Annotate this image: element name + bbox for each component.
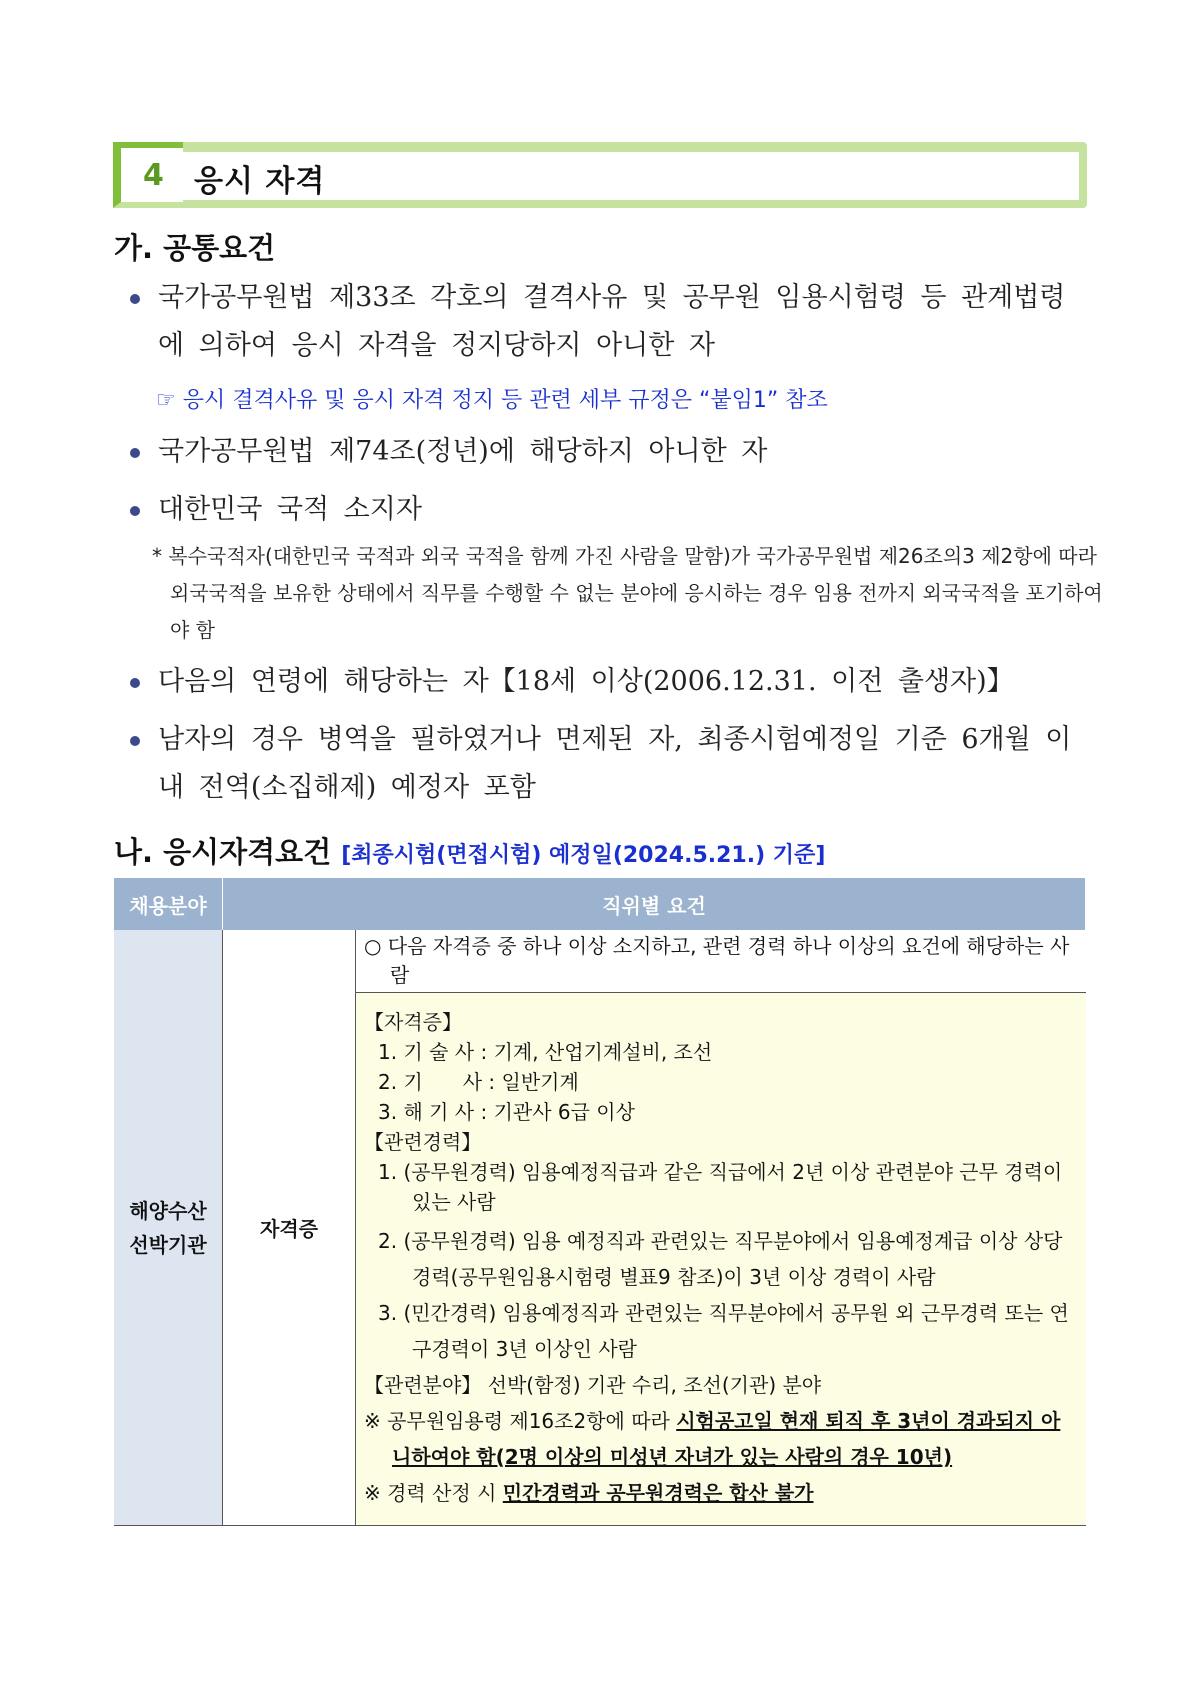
detail-cell [356, 993, 1086, 1526]
career-item: 2. (공무원경력) 임용 예정직과 관련있는 직무분야에서 임용예정계급 이상 상당경력(공무원임용시험령 별표9 참조)이 3년 이상 경력이 사람 [378, 1229, 1063, 1289]
table-row [114, 930, 1086, 993]
common-item-5: 남자의 경우 병역을 필하였거나 면제된 자, 최종시험예정일 기준 6개월 이내 전역(소집해제) 예정자 포함 [158, 724, 1072, 803]
section-number: 4 [143, 158, 164, 193]
cert-item: 2. 기 사 : 일반기계 [378, 1070, 579, 1094]
cert-title: 【자격증】 [364, 1010, 462, 1034]
bullet-icon [130, 506, 140, 516]
retirement-note [364, 1403, 1080, 1475]
career-sum-note-lead: ※ 경력 산정 시 [364, 1481, 503, 1505]
req-heading-text: 나. 응시자격요건 [114, 835, 332, 869]
bullet-icon [130, 294, 140, 304]
table-header-row [114, 878, 1086, 930]
cert-item: 1. 기 술 사 : 기계, 산업기계설비, 조선 [378, 1040, 713, 1064]
bullet-icon [130, 736, 140, 746]
common-heading: 가. 공통요건 [114, 231, 276, 265]
note-nationality: * 복수국적자(대한민국 국적과 외국 국적을 함께 가진 사람을 말함)가 국가공무원법 제26조의3 제2항에 따라 외국국적을 보유한 상태에서 직무를 수행할 수 없는 분야에 응시하는 경우 임용 전까지 외국국적을 포기하여야 함 [152, 544, 1103, 642]
field-name: 해양수산 선박기관 [129, 1198, 207, 1257]
req-heading [114, 830, 825, 871]
retirement-note-lead: ※ 공무원임용령 제16조2항에 따라 [364, 1409, 677, 1433]
requirements-table [114, 878, 1086, 1526]
field-note: 【관련분야】 선박(함정) 기관 수리, 조선(기관) 분야 [364, 1373, 822, 1397]
summary-cell [356, 930, 1086, 993]
col-field-header: 채용분야 [114, 878, 223, 930]
retirement-note-emph: 시험공고일 현재 퇴직 후 3년이 경과되지 아니하여야 함(2명 이상의 미성년 자녀가 있는 사람의 경우 10년) [392, 1409, 1061, 1469]
career-sum-note-emph: 민간경력과 공무원경력은 합산 불가 [502, 1481, 814, 1505]
bullet-icon [130, 678, 140, 688]
note-reference: ☞ 응시 결격사유 및 응시 자격 정지 등 관련 세부 규정은 “붙임1” 참조 [156, 388, 828, 413]
career-sum-note [364, 1475, 1080, 1511]
section-title: 응시 자격 [194, 164, 326, 199]
common-item-4: 다음의 연령에 해당하는 자【18세 이상(2006.12.31. 이전 출생자)】 [158, 666, 1014, 697]
career-item: 3. (민간경력) 임용예정직과 관련있는 직무분야에서 공무원 외 근무경력 또는 연구경력이 3년 이상인 사람 [378, 1301, 1069, 1361]
common-item-2: 국가공무원법 제74조(정년)에 해당하지 아니한 자 [158, 436, 768, 467]
career-title: 【관련경력】 [364, 1130, 482, 1154]
cert-item: 3. 해 기 사 : 기관사 6급 이상 [378, 1100, 635, 1124]
common-item-3: 대한민국 국적 소지자 [158, 494, 422, 525]
field-cell [114, 930, 223, 1526]
req-basis: [최종시험(면접시험) 예정일(2024.5.21.) 기준] [341, 843, 826, 868]
type-cell: 자격증 [223, 930, 356, 1526]
summary-text: ○ 다음 자격증 중 하나 이상 소지하고, 관련 경력 하나 이상의 요건에 해당하는 사람 [364, 934, 1070, 987]
common-item-1: 국가공무원법 제33조 각호의 결격사유 및 공무원 임용시험령 등 관계법령에 의하여 응시 자격을 정지당하지 아니한 자 [158, 282, 1066, 361]
bullet-icon [130, 448, 140, 458]
career-item: 1. (공무원경력) 임용예정직급과 같은 직급에서 2년 이상 관련분야 근무 경력이 있는 사람 [378, 1160, 1063, 1214]
col-req-header: 직위별 요건 [223, 878, 1086, 930]
